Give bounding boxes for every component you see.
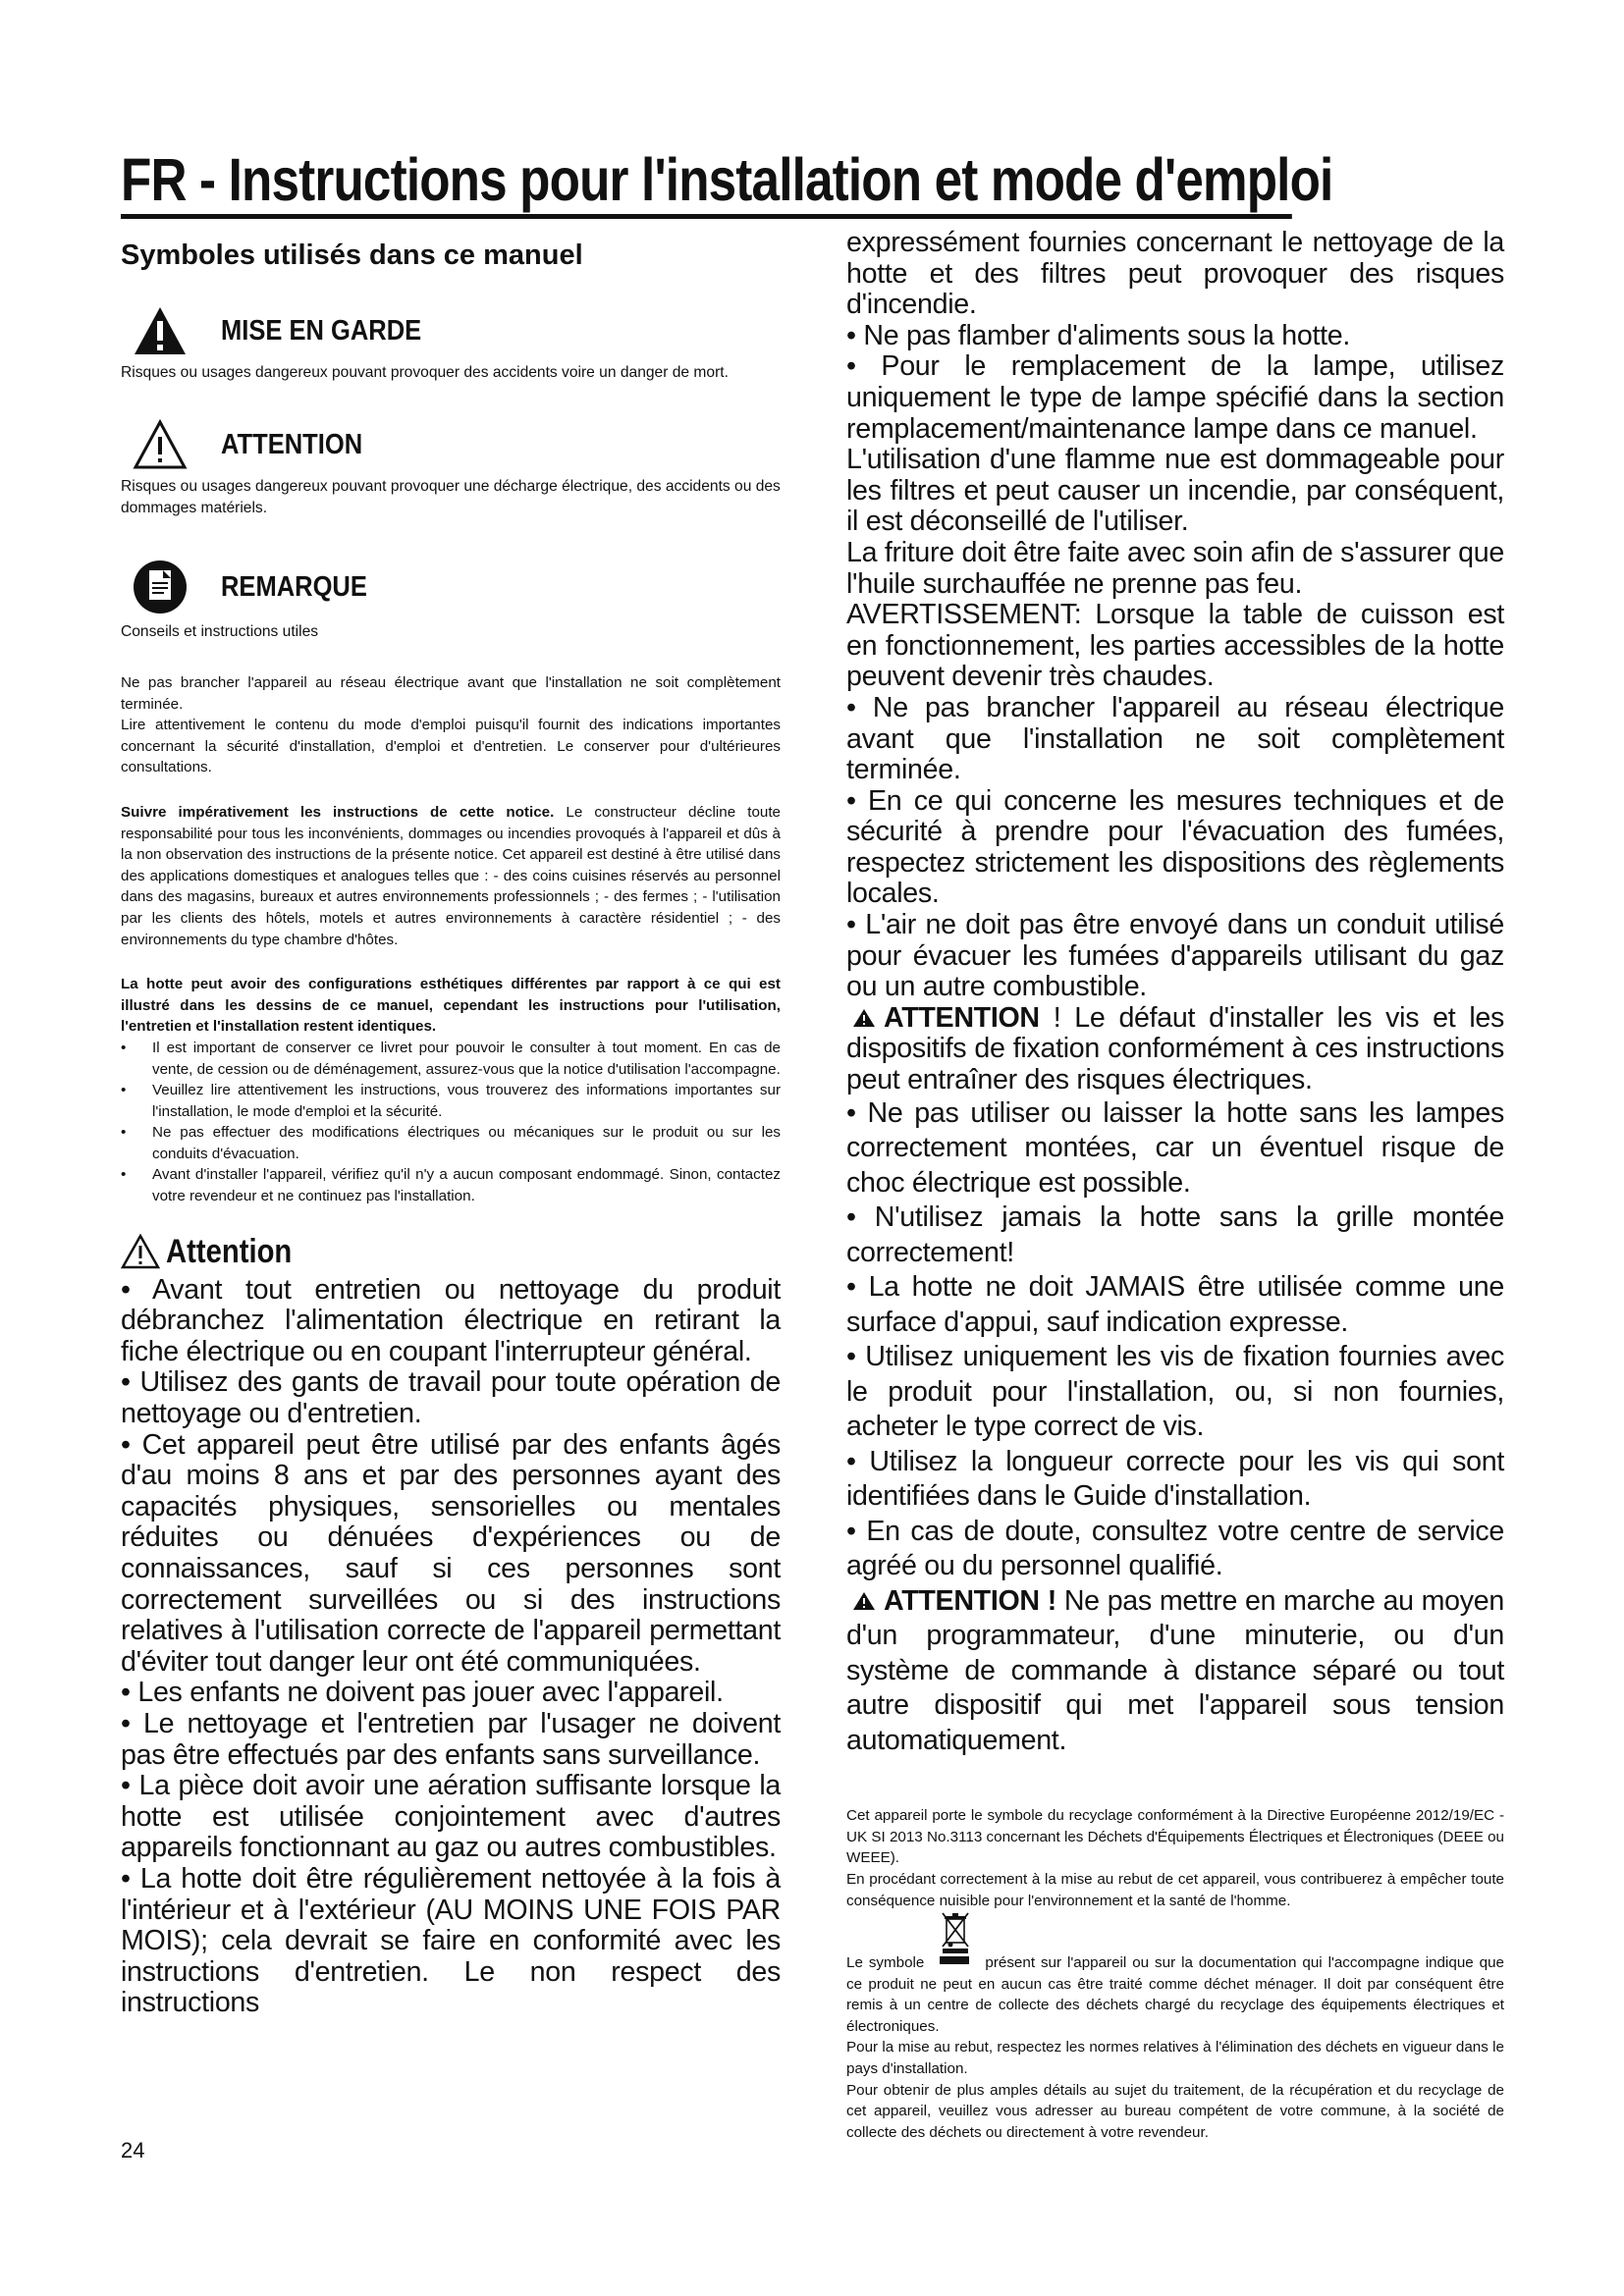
attention-note-2-label: ATTENTION ! [884, 1584, 1056, 1617]
intro-p3-bold: Suivre impérativement les instructions de cette notice. [121, 803, 555, 821]
attention-note-1 [846, 1003, 1504, 1096]
paragraph: • La pièce doit avoir une aération suffisante lorsque la hotte est utilisée conjointement avec d'autres appareils fonctionnant au gaz ou autres combustibles. [121, 1770, 781, 1864]
paragraph: • Avant tout entretien ou nettoyage du produit débranchez l'alimentation électrique en retirant la fiche électrique ou en coupant l'interrupteur général. [121, 1273, 781, 1367]
right-column [846, 228, 1504, 2143]
attention-text: Risques ou usages dangereux pouvant provoquer une décharge électrique, des accidents ou des dommages matériels. [121, 478, 781, 516]
page-title: FR - Instructions pour l'installation et mode d'emploi [121, 145, 1292, 219]
paragraph: • L'air ne doit pas être envoyé dans un conduit utilisé pour évacuer les fumées d'appareils utilisant du gaz ou un autre combustible. [846, 909, 1504, 1003]
intro-bullet-list [121, 1038, 781, 1207]
list-item: • Ne pas effectuer des modifications électriques ou mécaniques sur le produit ou sur les conduits d'évacuation. [121, 1122, 781, 1164]
intro-p3-rest: Le constructeur décline toute responsabilité pour tous les inconvénients, dommages ou incendies provoqués à l'appareil et dûs à la non observation des instructions de la présente notice. Cet appareil est destiné à être utilisé dans des applications domestiques et analogues telles que : - des coins cuisines réservés au personnel dans des magasins, bureaux et autres environnements professionnels ; - des fermes ; - l'utilisation par les clients des hôtels, motels et autres environnements à caractère résidentiel ; - des environnements du type chambre d'hôtes. [121, 803, 781, 948]
weee-section [846, 1805, 1504, 2143]
list-item: • Veuillez lire attentivement les instructions, vous trouverez des informations importantes sur l'installation, le mode d'emploi et la sécurité. [121, 1080, 781, 1122]
intro-section [121, 672, 781, 1207]
attention-note-2-text: Ne pas mettre en marche au moyen d'un programmateur, d'une minuterie, ou d'un système de commande à distance séparé ou tout autre dispositif qui met l'appareil sous tension automatiquement. [846, 1584, 1504, 1756]
attention-outline-triangle-icon [121, 1234, 160, 1269]
paragraph: La friture doit être faite avec soin afin de s'assurer que l'huile surchauffée ne prenne pas feu. [846, 536, 1504, 600]
left-column [121, 234, 781, 2019]
paragraph: • La hotte ne doit JAMAIS être utilisée comme une surface d'appui, sauf indication expresse. [846, 1271, 1504, 1338]
paragraph: • Le nettoyage et l'entretien par l'usager ne doivent pas être effectués par des enfants sans surveillance. [121, 1707, 781, 1771]
attention-outline-triangle-icon [133, 419, 188, 470]
attention-left-text [121, 1275, 781, 2019]
paragraph: • Les enfants ne doivent pas jouer avec l'appareil. [121, 1677, 724, 1709]
paragraph: • La hotte doit être régulièrement nettoyée à la fois à l'intérieur et à l'extérieur (AU MOINS UNE FOIS PAR MOIS); cela devrait se faire en conformité avec les instructions d'entretien. Le non respect des instructions [121, 1862, 781, 2019]
weee-p1: Cet appareil porte le symbole du recyclage conformément à la Directive Européenne 2012/19/EC - UK SI 2013 No.3113 concernant les Déchets d'Équipements Électriques et Électroniques (DEEE ou WEEE). [846, 1807, 1504, 1867]
warning-filled-triangle-icon [133, 305, 188, 356]
attention-block [121, 419, 781, 519]
note-document-icon [133, 555, 188, 619]
intro-p3 [121, 802, 781, 950]
paragraph: • Utilisez uniquement les vis de fixation fournies avec le produit pour l'installation, ou, si non fournies, acheter le type correct de vis. [846, 1341, 1504, 1443]
paragraph: • Ne pas utiliser ou laisser la hotte sans les lampes correctement montées, car un éventuel risque de choc électrique est possible. [846, 1096, 1504, 1199]
remark-text: Conseils et instructions utiles [121, 623, 319, 640]
attention-right-text [846, 228, 1504, 1758]
intro-p1: Ne pas brancher l'appareil au réseau électrique avant que l'installation ne soit complètement terminée. [121, 674, 781, 713]
paragraph: • N'utilisez jamais la hotte sans la grille montée correctement! [846, 1201, 1504, 1268]
crossed-bin-icon [941, 1911, 970, 1954]
weee-p3-start: Le symbole [846, 1954, 925, 1972]
list-item: • Il est important de conserver ce livret pour pouvoir le consulter à tout moment. En cas de vente, de cession ou de déménagement, assurez-vous que la notice d'utilisation l'accompagne. [121, 1038, 781, 1080]
paragraph: • Utilisez des gants de travail pour toute opération de nettoyage ou d'entretien. [121, 1366, 781, 1430]
attention-note-1-text: ! Le défaut d'installer les vis et les dispositifs de fixation conformément à ces instructions peut entraîner des risques électriques. [846, 1001, 1504, 1096]
paragraph: • Utilisez la longueur correcte pour les vis qui sont identifiées dans le Guide d'installation. [846, 1445, 1504, 1513]
paragraph: • Pour le remplacement de la lampe, utilisez uniquement le type de lampe spécifié dans la section remplacement/maintenance lampe dans ce manuel. [846, 350, 1504, 445]
warning-text: Risques ou usages dangereux pouvant provoquer des accidents voire un danger de mort. [121, 364, 729, 381]
warning-label: MISE EN GARDE [221, 314, 422, 347]
weee-p3-rest: présent sur l'appareil ou sur la documentation qui l'accompagne indique que ce produit ne peut en aucun cas être traité comme déchet ménager. Il doit par conséquent être remis à un centre de collecte des déchets chargé du recyclage des équipements électriques et électroniques. [846, 1954, 1504, 2035]
attention-heading-label: Attention [166, 1232, 293, 1270]
paragraph: AVERTISSEMENT: Lorsque la table de cuisson est en fonctionnement, les parties accessibles de la hotte peuvent devenir très chaudes. [846, 599, 1504, 693]
page-number: 24 [121, 2138, 145, 2163]
attention-note-2 [846, 1584, 1504, 1759]
attention-note-1-label: ATTENTION [884, 1001, 1040, 1034]
paragraph: • En cas de doute, consultez votre centre de service agréé ou du personnel qualifié. [846, 1515, 1504, 1582]
paragraph: • En ce qui concerne les mesures techniques et de sécurité à prendre pour l'évacuation des fumées, respectez strictement les dispositions des règlements locales. [846, 784, 1504, 910]
intro-p4-bold: La hotte peut avoir des configurations esthétiques différentes par rapport à ce qui est illustré dans les dessins de ce manuel, cependant les instructions pour l'utilisation, l'entretien et l'installation restent identiques. [121, 976, 781, 1036]
warning-filled-triangle-icon [852, 1591, 876, 1611]
symbols-heading: Symboles utilisés dans ce manuel [121, 240, 583, 271]
list-item: • Avant d'installer l'appareil, vérifiez qu'il n'y a aucun composant endommagé. Sinon, contactez votre revendeur et ne continuez pas l'installation. [121, 1164, 781, 1206]
intro-p2: Lire attentivement le contenu du mode d'emploi puisqu'il fournit des indications importantes concernant la sécurité d'installation, d'emploi et d'entretien. Le conserver pour d'ultérieures consultations. [121, 717, 781, 776]
attention-label: ATTENTION [221, 428, 363, 460]
paragraph: • Ne pas brancher l'appareil au réseau électrique avant que l'installation ne soit complètement terminée. [846, 691, 1504, 786]
weee-p2: En procédant correctement à la mise au rebut de cet appareil, vous contribuerez à empêcher toute conséquence nuisible pour l'environnement et la santé de l'homme. [846, 1870, 1504, 1909]
attention-section-heading [121, 1233, 781, 1271]
weee-p5: Pour obtenir de plus amples détails au sujet du traitement, de la récupération et du recyclage de cet appareil, veuillez vous adresser au bureau compétent de votre commune, à la société de collecte des déchets ou directement à votre revendeur. [846, 2081, 1504, 2141]
weee-p4: Pour la mise au rebut, respectez les normes relatives à l'élimination des déchets en vigueur dans le pays d'installation. [846, 2039, 1504, 2078]
paragraph: • Ne pas flamber d'aliments sous la hotte. [846, 319, 1351, 351]
warning-block [121, 305, 781, 384]
paragraph: L'utilisation d'une flamme nue est dommageable pour les filtres et peut causer un incendie, par conséquent, il est déconseillé de l'utiliser. [846, 444, 1504, 538]
black-bar-icon [940, 1956, 969, 1964]
remark-label: REMARQUE [221, 570, 367, 603]
remark-block [121, 555, 781, 643]
warning-filled-triangle-icon [852, 1008, 876, 1028]
paragraph: expressément fournies concernant le nettoyage de la hotte et des filtres peut provoquer des risques d'incendie. [846, 227, 1504, 321]
paragraph: • Cet appareil peut être utilisé par des enfants âgés d'au moins 8 ans et par des personnes ayant des capacités physiques, sensorielles ou mentales réduites ou dénuées d'expériences ou de connaissances, sauf si ces personnes sont correctement surveillées ou si des instructions relatives à l'utilisation correcte de l'appareil permettant d'éviter tout danger leur ont été communiquées. [121, 1428, 781, 1678]
